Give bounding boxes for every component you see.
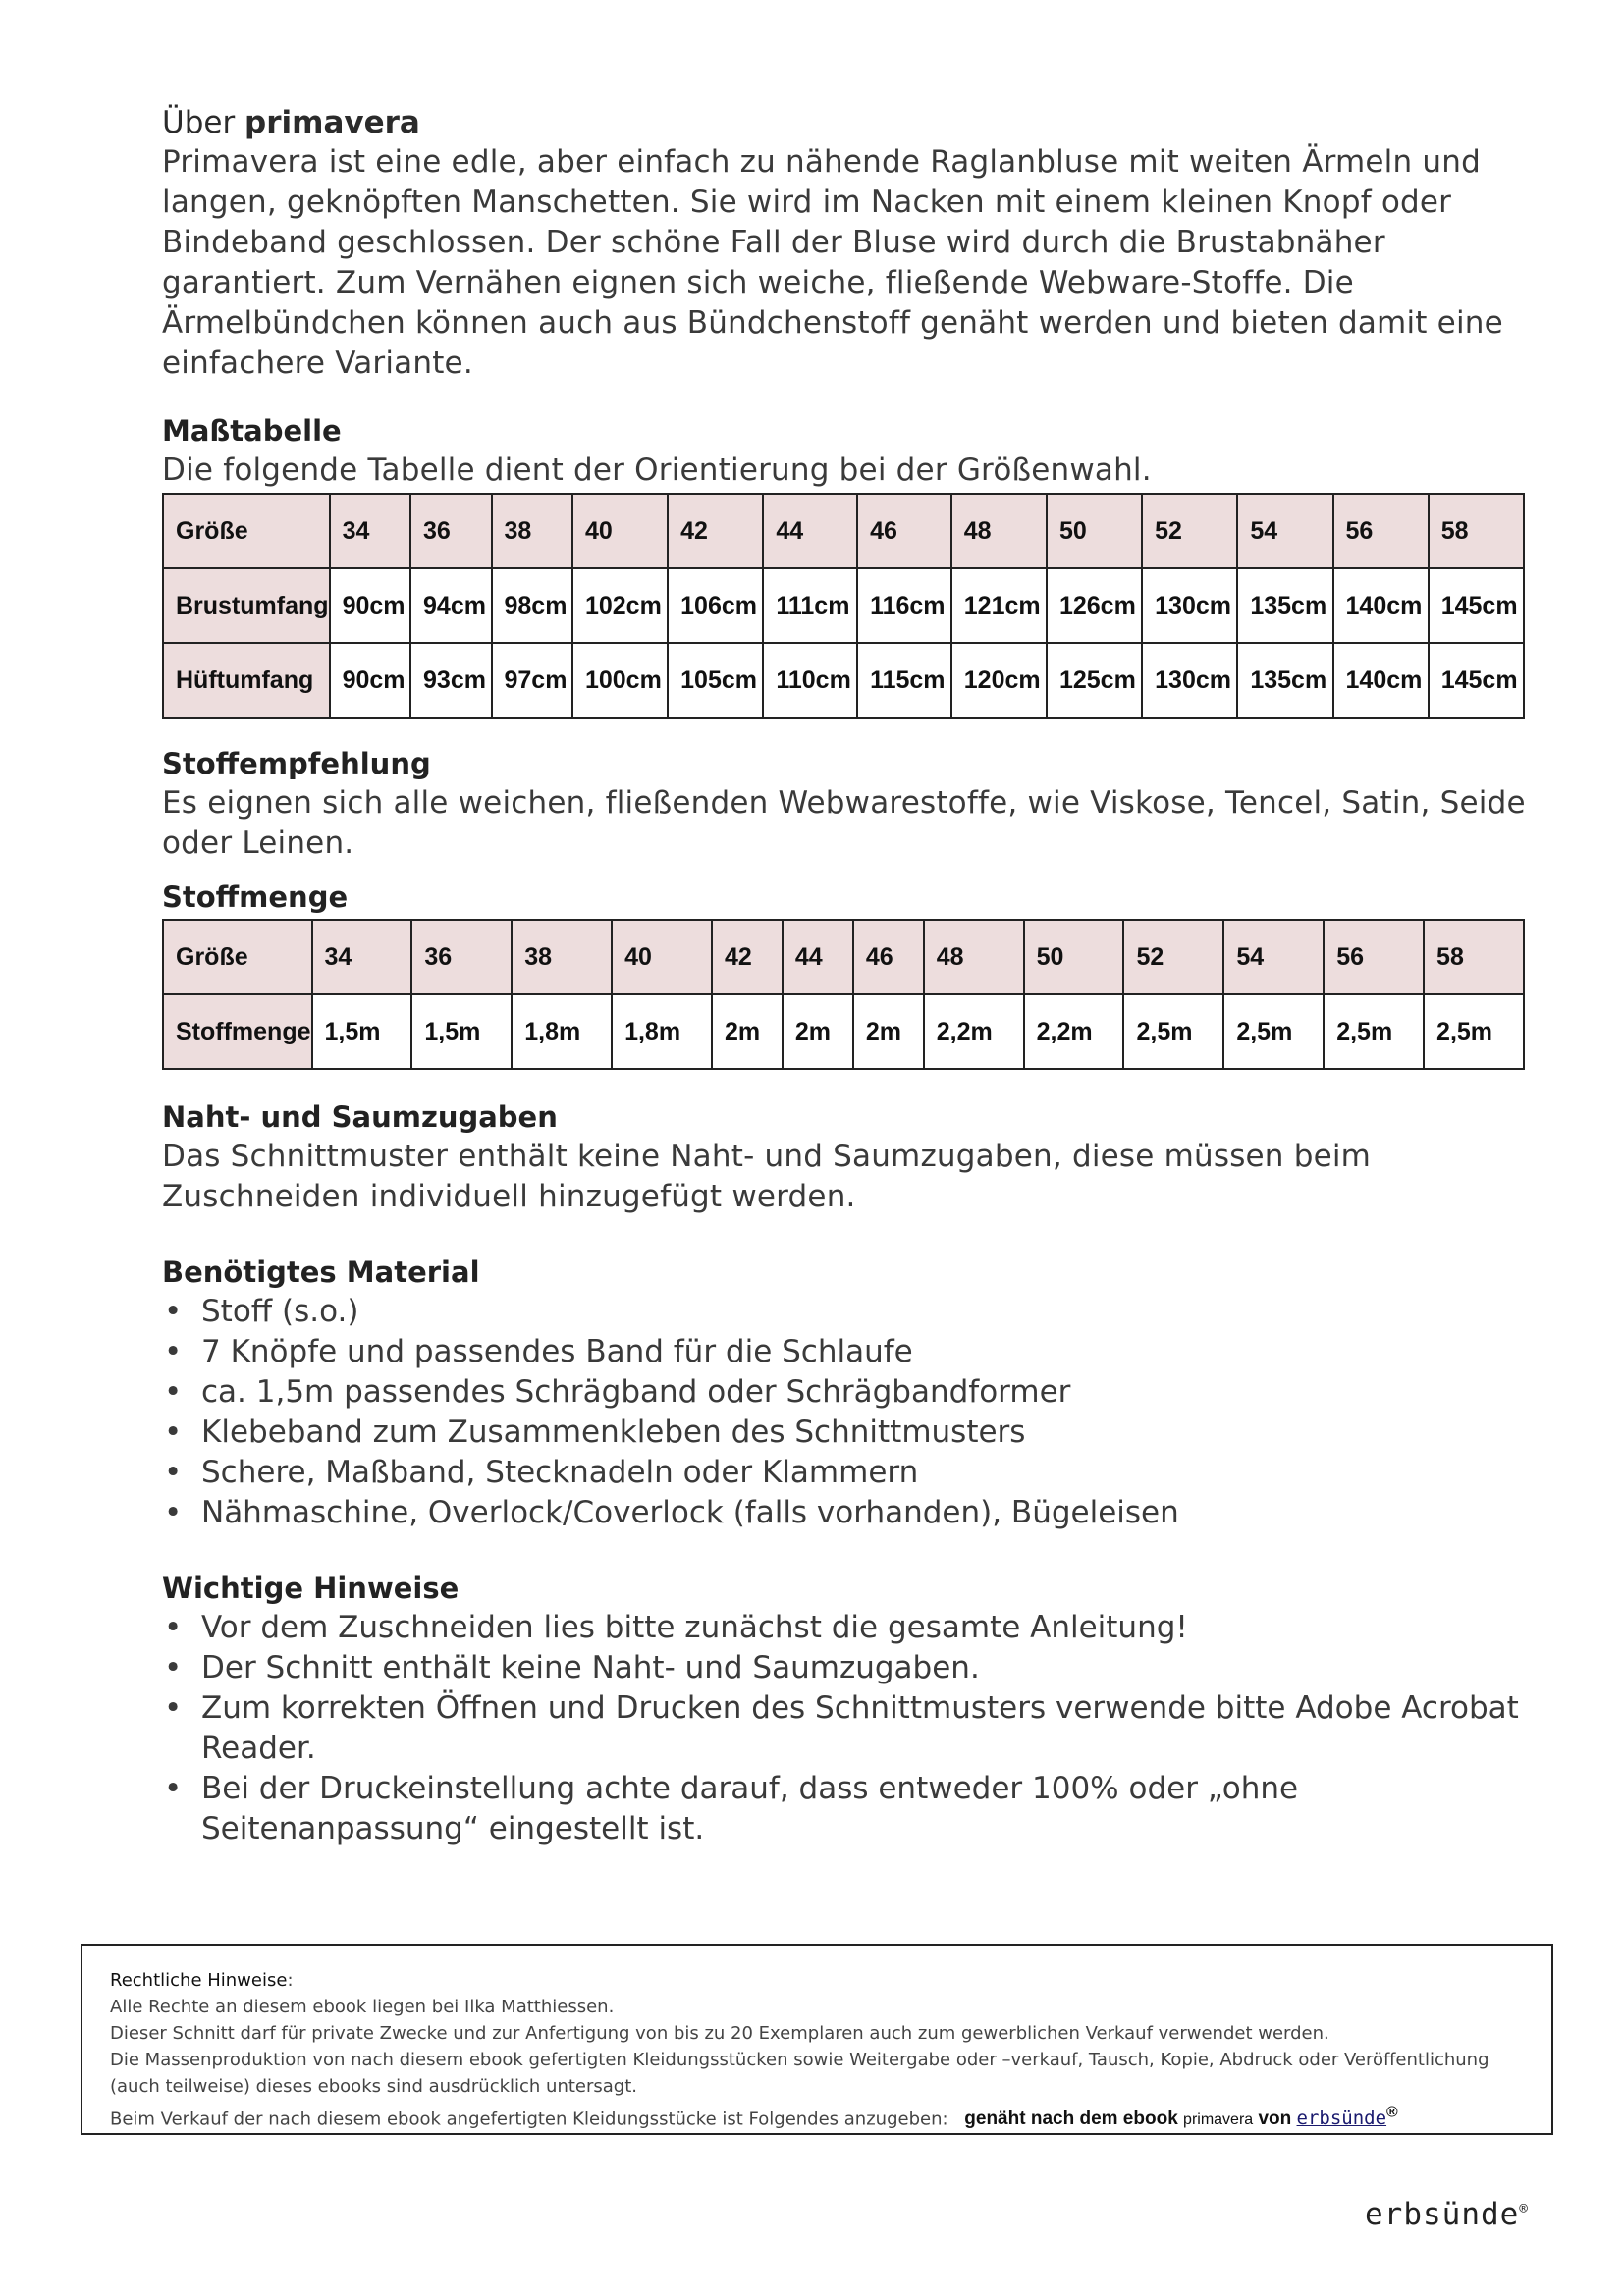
table-cell: 2,2m [1024, 994, 1124, 1069]
table-cell: 97cm [492, 643, 572, 718]
credit-part-a: genäht nach dem ebook [964, 2109, 1178, 2130]
table-cell: 140cm [1333, 643, 1429, 718]
row-label: Brustumfang [163, 568, 330, 643]
table-cell: 40 [572, 494, 668, 568]
legal-line-credit [110, 2100, 1524, 2133]
table-cell: 2,5m [1324, 994, 1424, 1069]
table-cell: 56 [1333, 494, 1429, 568]
table-cell: 1,5m [411, 994, 512, 1069]
table-cell: 130cm [1142, 568, 1237, 643]
table-cell: 2,5m [1223, 994, 1324, 1069]
table-cell: 42 [712, 920, 783, 994]
table-cell: 115cm [857, 643, 951, 718]
table-cell: 50 [1024, 920, 1124, 994]
table-cell: 135cm [1237, 643, 1332, 718]
legal-notice-box [81, 1944, 1553, 2135]
list-item: • Bei der Druckeinstellung achte darauf, dass entweder 100% oder „ohne Seitenanpassung“ eingestellt ist. [162, 1769, 1537, 1849]
table-cell: 121cm [951, 568, 1047, 643]
intro-heading [162, 103, 1537, 142]
table-row [163, 568, 1524, 643]
row-label: Größe [163, 920, 312, 994]
stoffempfehlung-heading: Stoffempfehlung [162, 747, 431, 780]
legal-line-usage: Dieser Schnitt darf für private Zwecke und zur Anfertigung von bis zu 20 Exemplaren auch zum gewerblichen Verkauf verwendet werden. [110, 2023, 1329, 2044]
table-cell: 93cm [410, 643, 491, 718]
table-cell: 38 [512, 920, 612, 994]
legal-title: Rechtliche Hinweise [110, 1970, 288, 1991]
legal-credit-text [959, 2105, 1398, 2130]
intro-text: Primavera ist eine edle, aber einfach zu nähende Raglanbluse mit weiten Ärmeln und langen, geknöpften Manschetten. Sie wird im Nacken mit einem kleinen Knopf oder Bindeband geschlossen. Der schöne Fall der Bluse wird durch die Brustabnäher garantiert. Zum Vernähen eignen sich weiche, fließende Webware-Stoffe. Die Ärmelbündchen können auch aus Bündchenstoff genäht werden und bieten damit eine einfachere Variante. [162, 144, 1503, 381]
row-label: Hüftumfang [163, 643, 330, 718]
table-cell: 145cm [1429, 568, 1524, 643]
table-cell: 36 [410, 494, 491, 568]
intro-heading-prefix: Über [162, 105, 236, 140]
table-row [163, 920, 1524, 994]
table-cell: 140cm [1333, 568, 1429, 643]
table-row [163, 994, 1524, 1069]
table-cell: 58 [1424, 920, 1524, 994]
legal-line-prohibition: Die Massenproduktion von nach diesem ebook gefertigten Kleidungsstücken sowie Weitergabe oder –verkauf, Tausch, Kopie, Abdruck oder Veröffentlichung (auch teilweise) dieses ebooks sind ausdrücklich untersagt. [110, 2050, 1489, 2097]
list-item: • Nähmaschine, Overlock/Coverlock (falls vorhanden), Bügeleisen [162, 1493, 1537, 1533]
table-cell: 50 [1047, 494, 1142, 568]
list-item: • Der Schnitt enthält keine Naht- und Saumzugaben. [162, 1648, 1537, 1688]
list-item: • Vor dem Zuschneiden lies bitte zunächst die gesamte Anleitung! [162, 1608, 1537, 1648]
table-cell: 1,5m [312, 994, 412, 1069]
table-cell: 102cm [572, 568, 668, 643]
table-cell: 98cm [492, 568, 572, 643]
table-cell: 46 [853, 920, 924, 994]
brand-logo [1365, 2197, 1529, 2232]
table-cell: 126cm [1047, 568, 1142, 643]
credit-brand-link[interactable]: erbsünde [1296, 2108, 1387, 2130]
table-cell: 54 [1237, 494, 1332, 568]
table-cell: 38 [492, 494, 572, 568]
list-item: • ca. 1,5m passendes Schrägband oder Schrägbandformer [162, 1372, 1537, 1413]
legal-line-rights: Alle Rechte an diesem ebook liegen bei Ilka Matthiessen. [110, 1997, 615, 2017]
masstabelle-text: Die folgende Tabelle dient der Orientierung bei der Größenwahl. [162, 453, 1152, 488]
table-cell: 105cm [668, 643, 763, 718]
list-item: • Schere, Maßband, Stecknadeln oder Klammern [162, 1453, 1537, 1493]
table-cell: 34 [330, 494, 410, 568]
credit-pattern-name: primavera [1183, 2111, 1254, 2129]
list-item: • 7 Knöpfe und passendes Band für die Schlaufe [162, 1332, 1537, 1372]
legal-title-colon: : [287, 1970, 294, 1991]
table-cell: 90cm [330, 568, 410, 643]
table-cell: 56 [1324, 920, 1424, 994]
hinweise-heading: Wichtige Hinweise [162, 1572, 460, 1605]
stoffempfehlung-text: Es eignen sich alle weichen, fließenden Webwarestoffe, wie Viskose, Tencel, Satin, Seide oder Leinen. [162, 785, 1526, 861]
intro-heading-name: primavera [244, 105, 420, 140]
table-cell: 34 [312, 920, 412, 994]
row-label: Größe [163, 494, 330, 568]
fabric-amount-table [162, 919, 1525, 1070]
table-cell: 145cm [1429, 643, 1524, 718]
material-heading: Benötigtes Material [162, 1255, 480, 1289]
size-table [162, 493, 1525, 719]
row-label: Stoffmenge [163, 994, 312, 1069]
document-page [162, 103, 1537, 1849]
table-cell: 111cm [763, 568, 857, 643]
hinweise-list [162, 1608, 1537, 1849]
legal-credit-intro: Beim Verkauf der nach diesem ebook angefertigten Kleidungsstücke ist Folgendes anzugeben: [110, 2109, 948, 2130]
table-cell: 94cm [410, 568, 491, 643]
table-cell: 130cm [1142, 643, 1237, 718]
table-cell: 52 [1142, 494, 1237, 568]
naht-heading: Naht- und Saumzugaben [162, 1100, 558, 1134]
table-cell: 46 [857, 494, 951, 568]
table-cell: 36 [411, 920, 512, 994]
table-cell: 44 [783, 920, 853, 994]
credit-part-b: von [1258, 2109, 1292, 2130]
stoffmenge-heading: Stoffmenge [162, 881, 349, 914]
table-cell: 2m [853, 994, 924, 1069]
table-cell: 48 [924, 920, 1024, 994]
naht-text: Das Schnittmuster enthält keine Naht- und Saumzugaben, diese müssen beim Zuschneiden individuell hinzugefügt werden. [162, 1139, 1372, 1214]
table-cell: 52 [1123, 920, 1223, 994]
table-cell: 100cm [572, 643, 668, 718]
table-cell: 1,8m [512, 994, 612, 1069]
table-cell: 2,5m [1123, 994, 1223, 1069]
credit-registered-mark: ® [1386, 2105, 1398, 2121]
list-item: • Stoff (s.o.) [162, 1292, 1537, 1332]
masstabelle-heading: Maßtabelle [162, 414, 342, 448]
table-cell: 2m [783, 994, 853, 1069]
table-cell: 42 [668, 494, 763, 568]
list-item: • Klebeband zum Zusammenkleben des Schnittmusters [162, 1413, 1537, 1453]
table-cell: 2,5m [1424, 994, 1524, 1069]
brand-logo-text: erbsünde [1365, 2197, 1520, 2232]
table-cell: 1,8m [612, 994, 712, 1069]
table-cell: 58 [1429, 494, 1524, 568]
table-row [163, 643, 1524, 718]
table-row [163, 494, 1524, 568]
table-cell: 120cm [951, 643, 1047, 718]
table-cell: 125cm [1047, 643, 1142, 718]
table-cell: 106cm [668, 568, 763, 643]
list-item: • Zum korrekten Öffnen und Drucken des Schnittmusters verwende bitte Adobe Acrobat Reader. [162, 1688, 1537, 1769]
table-cell: 2m [712, 994, 783, 1069]
table-cell: 54 [1223, 920, 1324, 994]
table-cell: 90cm [330, 643, 410, 718]
table-cell: 110cm [763, 643, 857, 718]
table-cell: 135cm [1237, 568, 1332, 643]
table-cell: 44 [763, 494, 857, 568]
table-cell: 2,2m [924, 994, 1024, 1069]
brand-logo-registered: ® [1519, 2201, 1529, 2217]
table-cell: 116cm [857, 568, 951, 643]
table-cell: 40 [612, 920, 712, 994]
table-cell: 48 [951, 494, 1047, 568]
material-list [162, 1292, 1537, 1533]
